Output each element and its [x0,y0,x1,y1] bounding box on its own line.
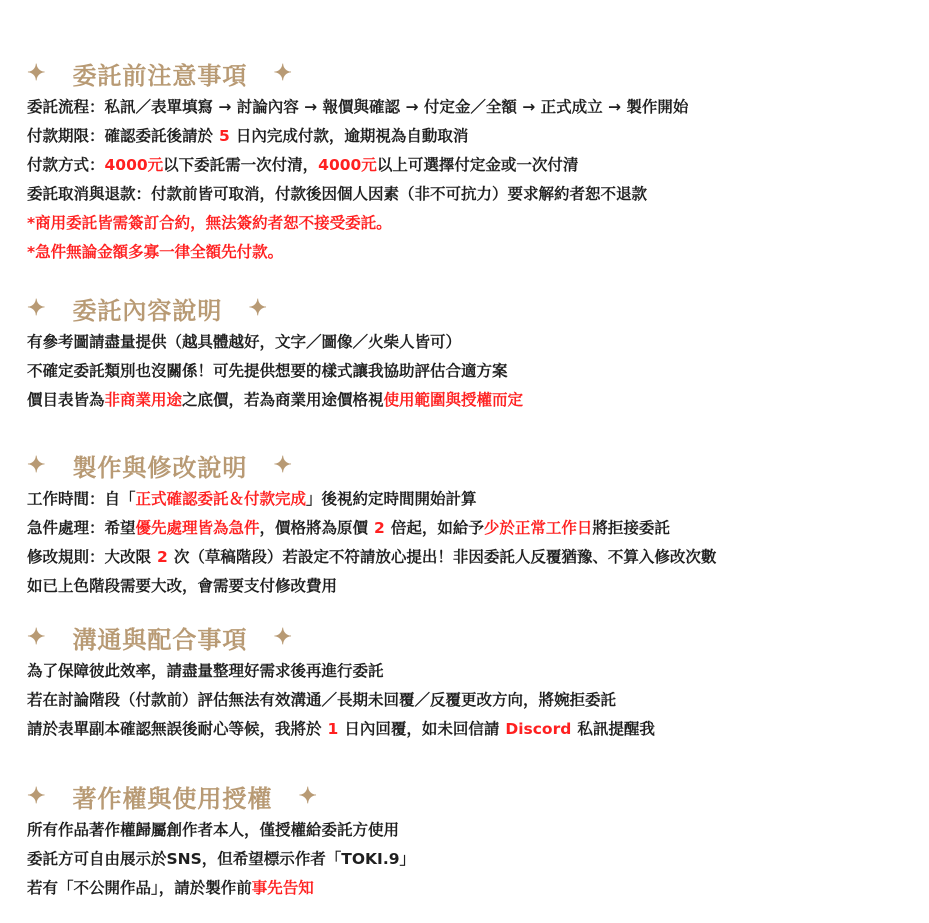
section-pre-commission [27,55,688,267]
text-line [27,874,415,903]
highlight-text: 5 [219,127,230,145]
text: 如已上色階段需要大改，會需要支付修改費用 [27,577,338,595]
text: 以下委託需一次付清， [163,156,319,174]
text: 若在討論階段（付款前）評估無法有效溝通／長期未回覆／反覆更改方向，將婉拒委託 [27,691,617,709]
highlight-text: *急件無論金額多寡一律全額先付款。 [27,243,284,261]
text-line [27,238,688,267]
section-heading [27,619,655,655]
text: 次（草稿階段）若設定不符請放心提出！非因委託人反覆猶豫、不算入修改次數 [173,548,717,566]
text-line [27,151,688,180]
section-title: 著作權與使用授權 [72,783,273,813]
text: 之底價，若為商業用途價格視 [182,391,384,409]
text-line [27,93,688,122]
section-production-revision [27,447,716,601]
section-copyright [27,778,415,903]
highlight-text: 正式確認委託＆付款完成 [135,490,307,508]
highlight-text: 2 [374,519,385,537]
text: 委託流程：私訊／表單填寫 → 討論內容 → 報價與確認 → 付定金／全額 → 正式成立 → 製作開始 [27,98,689,116]
text-line [27,543,716,572]
text: 以上可選擇付定金或一次付清 [376,156,579,174]
text-line [27,122,688,151]
text: 為了保障彼此效率，請盡量整理好需求後再進行委託 [27,662,384,680]
text-line [27,657,655,686]
text: 倍起，如給予 [390,519,484,537]
text-line [27,715,655,744]
section-title: 製作與修改說明 [72,452,248,482]
text: 私訊提醒我 [577,720,655,738]
text-line [27,485,716,514]
text: 急件處理：希望 [27,519,136,537]
text-line [27,386,523,415]
text: ，價格將為原價 [259,519,369,537]
text-line [27,209,688,238]
text: 所有作品著作權歸屬創作者本人，僅授權給委託方使用 [27,821,400,839]
text: 付款方式： [27,156,105,174]
text: 委託方可自由展示於SNS，但希望標示作者「TOKI.9」 [27,850,416,868]
text: 」後視約定時間開始計算 [306,490,477,508]
highlight-text: 2 [157,548,168,566]
text-line [27,845,415,874]
highlight-text: Discord [505,720,572,738]
section-heading [27,447,716,483]
highlight-text: 非商業用途 [104,391,183,409]
sparkle-icon: ✦ [27,452,47,478]
text: 工作時間：自「 [27,490,136,508]
section-title: 委託前注意事項 [72,60,248,90]
highlight-text: 少於正常工作日 [483,519,593,537]
section-title: 溝通與配合事項 [72,624,248,654]
text: 付款期限：確認委託後請於 [27,127,214,145]
text: 若有「不公開作品」，請於製作前 [27,879,252,897]
section-heading [27,55,688,91]
text-line [27,180,688,209]
sparkle-icon: ✦ [27,624,47,650]
text: 有參考圖請盡量提供（越具體越好，文字／圖像／火柴人皆可） [27,333,462,351]
text-line [27,328,523,357]
highlight-text: 4000元 [104,156,164,174]
sparkle-icon: ✦ [273,624,293,650]
text: 價目表皆為 [27,391,105,409]
section-communication [27,619,655,744]
sparkle-icon: ✦ [248,295,268,321]
highlight-text: *商用委託皆需簽訂合約，無法簽約者恕不接受委託。 [27,214,392,232]
highlight-text: 事先告知 [251,879,314,897]
highlight-text: 使用範圍與授權而定 [383,391,524,409]
text: 請於表單副本確認無誤後耐心等候，我將於 [27,720,322,738]
highlight-text: 優先處理皆為急件 [135,519,260,537]
text: 不確定委託類別也沒關係！可先提供想要的樣式讓我協助評估合適方案 [27,362,508,380]
text: 修改規則：大改限 [27,548,152,566]
section-heading [27,778,415,814]
text-line [27,816,415,845]
section-title: 委託內容說明 [72,295,223,325]
text-line [27,572,716,601]
section-content-notes [27,290,523,415]
sparkle-icon: ✦ [27,60,47,86]
sparkle-icon: ✦ [27,783,47,809]
text: 委託取消與退款：付款前皆可取消，付款後因個人因素（非不可抗力）要求解約者恕不退款 [27,185,648,203]
text-line [27,686,655,715]
sparkle-icon: ✦ [273,452,293,478]
sparkle-icon: ✦ [273,60,293,86]
text: 日內回覆，如未回信請 [344,720,500,738]
sparkle-icon: ✦ [27,295,47,321]
text: 將拒接委託 [592,519,670,537]
sparkle-icon: ✦ [298,783,318,809]
text-line [27,514,716,543]
text: 日內完成付款，逾期視為自動取消 [235,127,469,145]
highlight-text: 4000元 [318,156,377,174]
text-line [27,357,523,386]
highlight-text: 1 [327,720,339,738]
section-heading [27,290,523,326]
